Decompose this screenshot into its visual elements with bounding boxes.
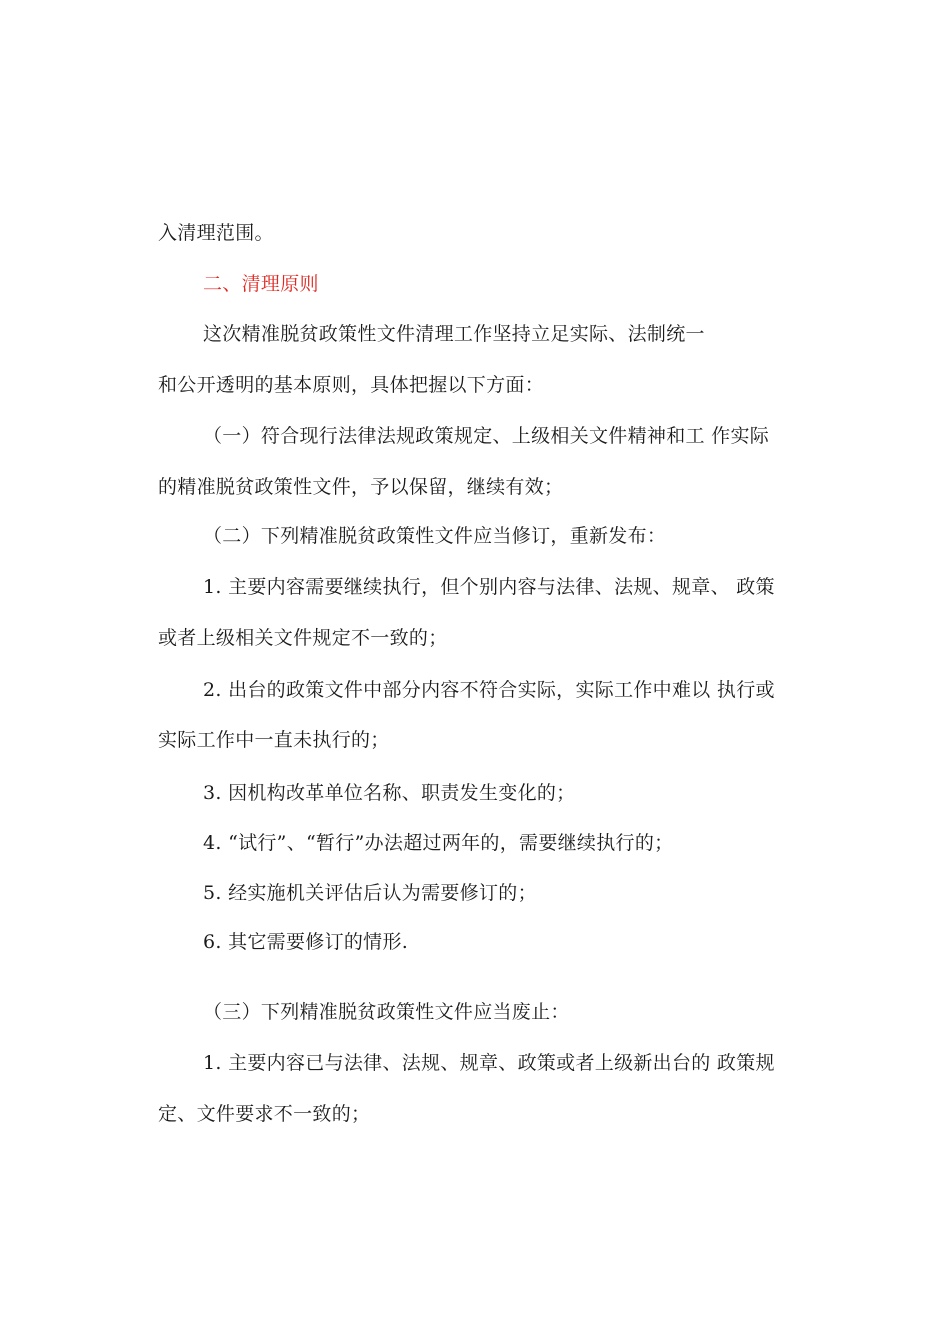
list-item-2: 2. 出台的政策文件中部分内容不符合实际，实际工作中难以 执行或 [203,679,775,701]
list-item-1: 1. 主要内容需要继续执行，但个别内容与法律、法规、规章、 政策 [203,576,775,598]
clause-2-heading: （二）下列精准脱贫政策性文件应当修订，重新发布： [203,525,667,547]
clause-1-text: （一）符合现行法律法规政策规定、上级相关文件精神和工 作实际 [203,425,770,447]
section-heading-principles: 二、清理原则 [203,273,319,295]
body-text-line: 这次精准脱贫政策性文件清理工作坚持立足实际、法制统一 [203,323,705,345]
body-text-line: 入清理范围。 [158,222,274,244]
list-item-6: 6. 其它需要修订的情形. [203,931,409,953]
list-item-5: 5. 经实施机关评估后认为需要修订的； [203,882,537,904]
list-item-abolish-1: 1. 主要内容已与法律、法规、规章、政策或者上级新出台的 政策规 [203,1052,775,1074]
list-item-3: 3. 因机构改革单位名称、职责发生变化的； [203,782,576,804]
clause-1-text-cont: 的精准脱贫政策性文件，予以保留，继续有效； [158,476,564,498]
list-item-abolish-1-cont: 定、文件要求不一致的； [158,1103,371,1125]
list-item-4: 4. “试行”、“暂行”办法超过两年的，需要继续执行的； [203,832,674,854]
list-item-1-cont: 或者上级相关文件规定不一致的； [158,627,448,649]
list-item-2-cont: 实际工作中一直未执行的； [158,729,390,751]
clause-3-heading: （三）下列精准脱贫政策性文件应当废止： [203,1001,570,1023]
body-text-line: 和公开透明的基本原则，具体把握以下方面： [158,374,545,396]
